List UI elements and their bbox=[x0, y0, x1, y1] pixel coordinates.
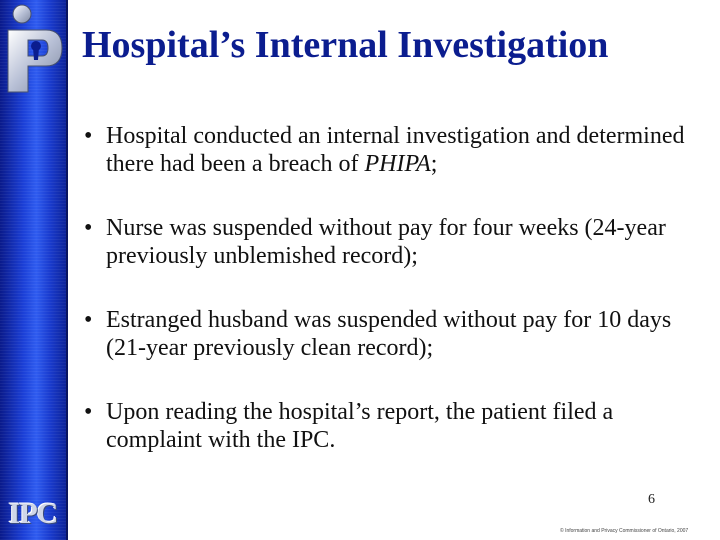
bullet-text-end: ; bbox=[430, 151, 438, 177]
bullet-text: Upon reading the hospital’s report, the patient filed a complaint with the IPC. bbox=[106, 399, 614, 453]
sidebar-band bbox=[0, 0, 68, 540]
ipc-logo: IPC bbox=[8, 497, 58, 530]
bullet-text-main: Hospital conducted an internal investigation and determined there had been a breach of bbox=[106, 123, 685, 177]
slide-title: Hospital’s Internal Investigation bbox=[82, 24, 609, 66]
copyright-notice: © Information and Privacy Commissioner of Ontario, 2007 bbox=[560, 528, 689, 534]
bullet-item bbox=[84, 398, 704, 454]
bullet-dot: • bbox=[84, 215, 93, 241]
bullet-item bbox=[84, 306, 704, 362]
bullet-item bbox=[84, 122, 704, 178]
page-number: 6 bbox=[648, 492, 655, 507]
bullet-dot: • bbox=[84, 307, 93, 333]
bullet-text bbox=[106, 122, 704, 178]
bullet-text-italic: PHIPA bbox=[364, 151, 431, 177]
ip-logo-icon bbox=[0, 0, 66, 100]
bullet-list bbox=[84, 122, 704, 454]
bullet-text: Estranged husband was suspended without pay for 10 days (21-year previously clean record); bbox=[106, 307, 672, 361]
bullet-text: Nurse was suspended without pay for four weeks (24-year previously unblemished record); bbox=[106, 215, 666, 269]
bullet-dot: • bbox=[84, 399, 93, 425]
bullet-item bbox=[84, 214, 704, 270]
bullet-dot: • bbox=[84, 123, 93, 149]
